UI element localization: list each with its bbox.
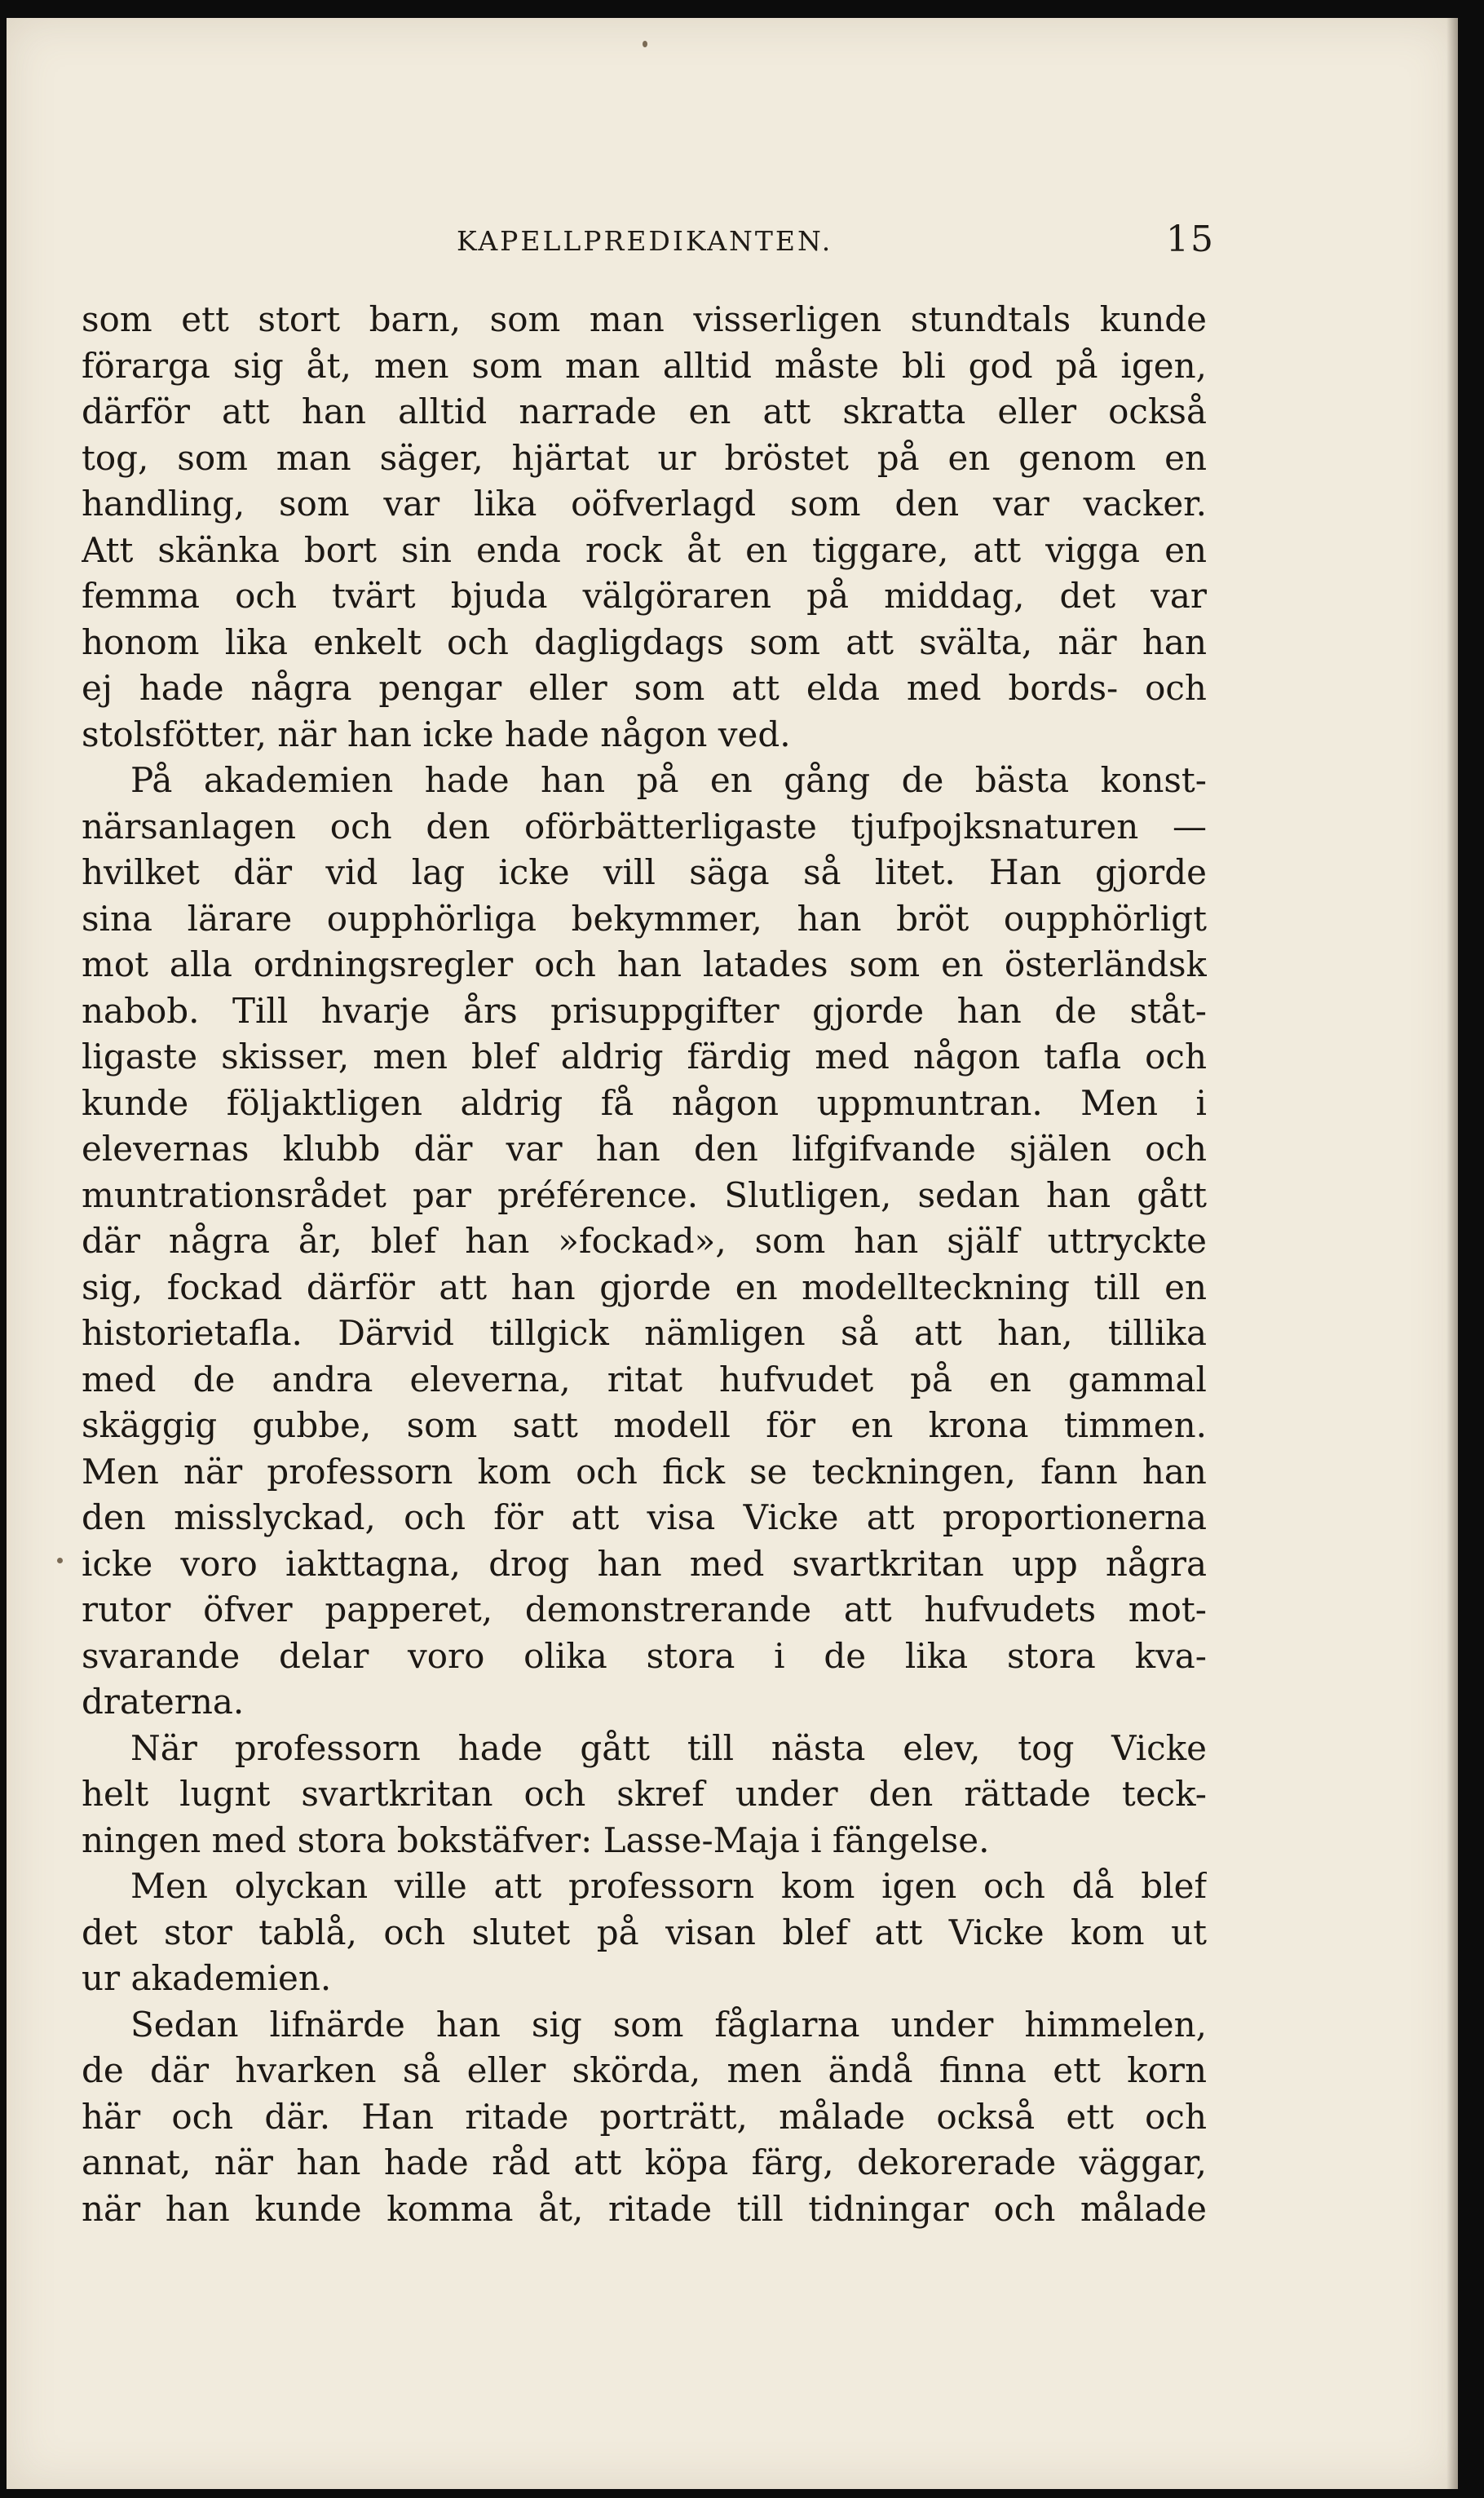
text-line: femma och tvärt bjuda välgöraren på middag, det var: [82, 576, 1207, 616]
text-line: Men när professorn kom och fick se teckningen, fann han: [82, 1451, 1207, 1492]
text-line: icke voro iakttagna, drog han med svartkritan upp några: [82, 1543, 1207, 1584]
text-line: här och där. Han ritade porträtt, målade också ett och: [82, 2096, 1207, 2137]
text-line: närsanlagen och den oförbätterligaste tjufpojksnaturen —: [82, 806, 1207, 847]
text-line: mot alla ordningsregler och han latades som en österländsk: [82, 944, 1207, 984]
text-line: annat, när han hade råd att köpa färg, dekorerade väggar,: [82, 2142, 1207, 2182]
text-line: den misslyckad, och för att visa Vicke att proportionerna: [82, 1497, 1207, 1537]
page-number: 15: [1166, 219, 1215, 260]
paper-speck: [57, 1558, 63, 1563]
text-line: tog, som man säger, hjärtat ur bröstet på en genom en: [82, 437, 1207, 478]
text-line: honom lika enkelt och dagligdags som att svälta, när han: [82, 621, 1207, 662]
text-line: ur akademien.: [82, 1958, 332, 1998]
text-line: ligaste skisser, men blef aldrig färdig med någon tafla och: [82, 1037, 1207, 1077]
paper-speck: [643, 41, 647, 47]
text-line: När professorn hade gått till nästa elev, tog Vicke: [130, 1727, 1207, 1768]
text-line: när han kunde komma åt, ritade till tidningar och målade: [82, 2188, 1207, 2229]
text-line: ningen med stora bokstäfver: Lasse-Maja i fängelse.: [82, 1819, 990, 1860]
text-line: Men olyckan ville att professorn kom igen och då blef: [130, 1866, 1207, 1906]
text-line: Att skänka bort sin enda rock åt en tiggare, att vigga en: [82, 529, 1207, 570]
text-line: därför att han alltid narrade en att skratta eller också: [82, 391, 1207, 431]
text-line: elevernas klubb där var han den lifgifvande själen och: [82, 1129, 1207, 1169]
text-line: rutor öfver papperet, demonstrerande att hufvudets mot-: [82, 1589, 1207, 1629]
text-line: draterna.: [82, 1682, 245, 1722]
text-line: med de andra eleverna, ritat hufvudet på en gammal: [82, 1359, 1207, 1399]
text-line: som ett stort barn, som man visserligen stundtals kunde: [82, 299, 1207, 339]
text-line: skäggig gubbe, som satt modell för en krona timmen.: [82, 1405, 1207, 1445]
text-line: helt lugnt svartkritan och skref under den rättade teck-: [82, 1774, 1207, 1814]
text-line: sig, fockad därför att han gjorde en modellteckning till en: [82, 1267, 1207, 1307]
text-line: det stor tablå, och slutet på visan blef att Vicke kom ut: [82, 1912, 1207, 1952]
book-page: [7, 18, 1458, 2489]
text-line: ej hade några pengar eller som att elda med bords- och: [82, 668, 1207, 708]
text-line: handling, som var lika oöfverlagd som den var vacker.: [82, 484, 1207, 524]
text-line: nabob. Till hvarje års prisuppgifter gjorde han de ståt-: [82, 990, 1207, 1031]
text-line: stolsfötter, när han icke hade någon ved.: [82, 714, 791, 754]
text-line: hvilket där vid lag icke vill säga så litet. Han gjorde: [82, 852, 1207, 892]
text-line: sina lärare oupphörliga bekymmer, han bröt oupphörligt: [82, 898, 1207, 939]
text-line: där några år, blef han »fockad», som han själf uttryckte: [82, 1221, 1207, 1261]
text-line: svarande delar voro olika stora i de lika stora kva-: [82, 1635, 1207, 1676]
text-line: Sedan lifnärde han sig som fåglarna under himmelen,: [130, 2004, 1207, 2045]
page-edge-shadow: [1446, 18, 1458, 2489]
running-title: KAPELLPREDIKANTEN.: [457, 225, 833, 257]
text-line: muntrationsrådet par préférence. Slutligen, sedan han gått: [82, 1174, 1207, 1215]
running-head: [82, 207, 1215, 264]
body-text: [82, 297, 1207, 2232]
text-line: förarga sig åt, men som man alltid måste bli god på igen,: [82, 345, 1207, 386]
text-line: de där hvarken så eller skörda, men ändå finna ett korn: [82, 2050, 1207, 2090]
text-line: historietafla. Därvid tillgick nämligen så att han, tillika: [82, 1313, 1207, 1353]
text-line: På akademien hade han på en gång de bästa konst-: [130, 760, 1207, 800]
text-line: kunde följaktligen aldrig få någon uppmuntran. Men i: [82, 1082, 1207, 1123]
